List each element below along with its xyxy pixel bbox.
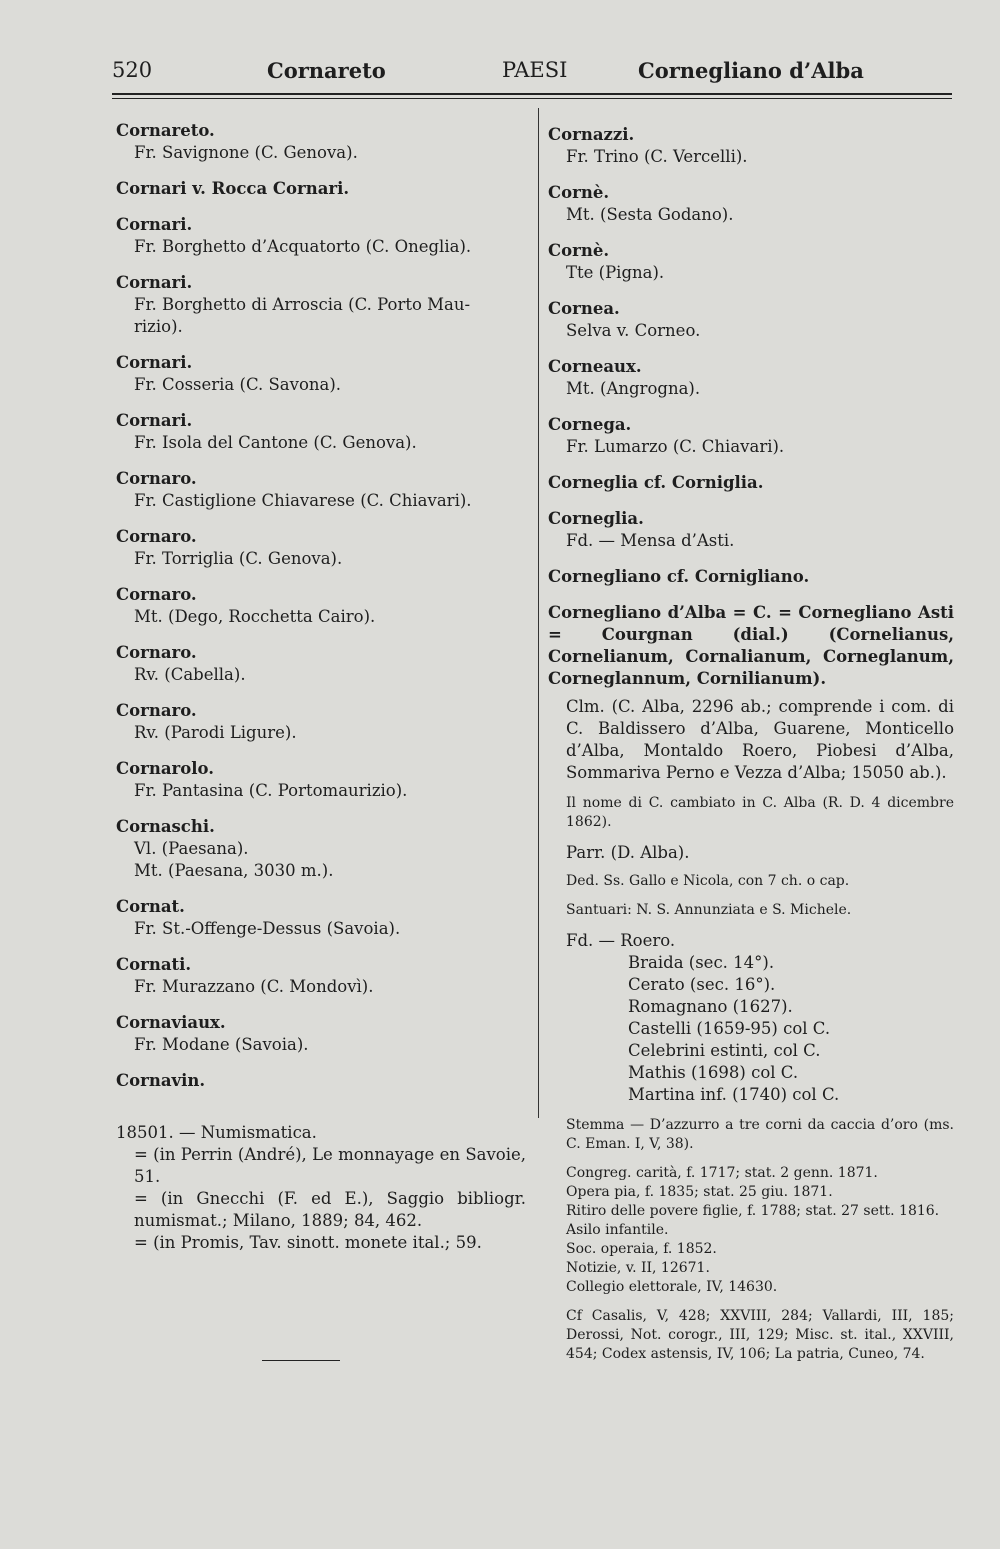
entry-line: Mt. (Dego, Rocchetta Cairo). xyxy=(134,607,376,626)
entry-line: Fr. Borghetto d’Acquatorto (C. Oneglia). xyxy=(134,237,472,256)
fd-list xyxy=(548,952,954,1106)
gazetteer-entry xyxy=(116,700,526,744)
right-column xyxy=(548,124,954,1378)
main-entry-note: Il nome di C. cambiato in C. Alba (R. D. 4 dicembre 1862). xyxy=(566,795,954,830)
fd-line: Mathis (1698) col C. xyxy=(628,1063,799,1082)
institution-line: Ritiro delle povere figlie, f. 1788; stat. 27 sett. 1816. xyxy=(566,1203,940,1219)
gazetteer-entry xyxy=(116,214,526,258)
header-rule-thin xyxy=(112,98,952,99)
gazetteer-entry xyxy=(548,298,954,342)
gazetteer-entry xyxy=(116,352,526,396)
entry-line: Vl. (Paesana). xyxy=(134,839,249,858)
entry-line: Fr. Pantasina (C. Portomaurizio). xyxy=(134,781,408,800)
entry-headword: Corneaux. xyxy=(548,357,642,376)
entry-line: Rv. (Cabella). xyxy=(134,665,246,684)
entry-headword: Cornari. xyxy=(116,411,193,430)
entry-line: Fr. Cosseria (C. Savona). xyxy=(134,375,342,394)
numismatica-ref: = (in Promis, Tav. sinott. monete ital.; 59. xyxy=(134,1233,482,1252)
numismatica-ref: = (in Gnecchi (F. ed E.), Saggio bibliogr. numismat.; Milano, 1889; 84, 462. xyxy=(134,1189,526,1230)
institution-line: Opera pia, f. 1835; stat. 25 giu. 1871. xyxy=(566,1184,833,1200)
entry-line: Fr. Trino (C. Vercelli). xyxy=(566,147,748,166)
left-entry-list xyxy=(116,120,526,1092)
main-entry-clm: Clm. (C. Alba, 2296 ab.; comprende i com. di C. Baldissero d’Alba, Guarene, Monticello d’Alba, Montaldo Roero, Piobesi d’Alba, Sommariva Perno e Vezza d’Alba; 15050 ab.). xyxy=(566,697,954,782)
gazetteer-entry xyxy=(548,566,954,588)
gazetteer-entry xyxy=(116,120,526,164)
gazetteer-entry xyxy=(548,182,954,226)
institution-list xyxy=(548,1164,954,1297)
entry-line: Fr. Torriglia (C. Genova). xyxy=(134,549,343,568)
entry-headword: Cornegliano cf. Cornigliano. xyxy=(548,567,810,586)
entry-headword: Cornavin. xyxy=(116,1071,206,1090)
gazetteer-entry xyxy=(548,124,954,168)
main-entry-stemma: Stemma — D’azzurro a tre corni da caccia d’oro (ms. C. Eman. I, V, 38). xyxy=(566,1117,954,1152)
entry-headword: Cornaro. xyxy=(116,469,197,488)
fd-line: Braida (sec. 14°). xyxy=(628,953,775,972)
main-entry-head: Cornegliano d’Alba = C. = Cornegliano Asti = Courgnan (dial.) (Cornelianus, Cornelianum, Cornalianum, Corneglanum, Corneglannum, Cornilianum). xyxy=(548,603,954,688)
header-rule-thick xyxy=(112,93,952,95)
left-column xyxy=(116,120,526,1254)
entry-line: Fr. St.-Offenge-Dessus (Savoia). xyxy=(134,919,401,938)
gazetteer-entry xyxy=(116,1012,526,1056)
entry-line: Fd. — Mensa d’Asti. xyxy=(566,531,735,550)
gazetteer-entry xyxy=(116,526,526,570)
entry-headword: Cornaro. xyxy=(116,643,197,662)
entry-headword: Cornaro. xyxy=(116,701,197,720)
page-number: 520 xyxy=(112,58,153,82)
main-entry-fd: Fd. — Roero. xyxy=(566,931,676,950)
gazetteer-entry xyxy=(548,240,954,284)
fd-line: Castelli (1659-95) col C. xyxy=(628,1019,831,1038)
entry-line: Fr. Savignone (C. Genova). xyxy=(134,143,358,162)
gazetteer-entry xyxy=(116,896,526,940)
entry-headword: Cornari. xyxy=(116,353,193,372)
entry-headword: Cornega. xyxy=(548,415,632,434)
entry-line: Fr. Castiglione Chiavarese (C. Chiavari). xyxy=(134,491,472,510)
fd-line: Celebrini estinti, col C. xyxy=(628,1041,821,1060)
gazetteer-entry xyxy=(116,178,526,200)
entry-headword: Cornaschi. xyxy=(116,817,215,836)
entry-headword: Cornè. xyxy=(548,183,610,202)
numismatica-block xyxy=(116,1122,526,1254)
column-divider xyxy=(538,108,539,1118)
page-header xyxy=(112,58,952,92)
main-entry-ded: Ded. Ss. Gallo e Nicola, con 7 ch. o cap. xyxy=(566,873,850,889)
institution-line: Notizie, v. II, 12671. xyxy=(566,1260,710,1276)
gazetteer-entry xyxy=(548,356,954,400)
main-entry-santuari: Santuari: N. S. Annunziata e S. Michele. xyxy=(566,902,852,918)
numismatica-ref: = (in Perrin (André), Le monnayage en Savoie, 51. xyxy=(134,1145,526,1186)
numismatica-title: 18501. — Numismatica. xyxy=(116,1123,317,1142)
gazetteer-entry xyxy=(116,468,526,512)
entry-line: Tte (Pigna). xyxy=(566,263,665,282)
entry-headword: Cornaro. xyxy=(116,585,197,604)
fd-line: Cerato (sec. 16°). xyxy=(628,975,776,994)
left-running-head: Cornareto xyxy=(267,58,386,83)
entry-line: Mt. (Angrogna). xyxy=(566,379,701,398)
gazetteer-entry xyxy=(116,954,526,998)
right-running-head: Cornegliano d’Alba xyxy=(638,58,864,83)
entry-line: Mt. (Sesta Godano). xyxy=(566,205,734,224)
entry-headword: Cornea. xyxy=(548,299,620,318)
institution-line: Congreg. carità, f. 1717; stat. 2 genn. 1871. xyxy=(566,1165,878,1181)
entry-headword: Cornari v. Rocca Cornari. xyxy=(116,179,350,198)
institution-line: Asilo infantile. xyxy=(566,1222,669,1238)
gazetteer-entry xyxy=(116,816,526,882)
entry-headword: Cornari. xyxy=(116,215,193,234)
entry-headword: Cornazzi. xyxy=(548,125,635,144)
entry-headword: Cornaviaux. xyxy=(116,1013,226,1032)
section-title: PAESI xyxy=(502,58,568,82)
gazetteer-entry xyxy=(548,414,954,458)
entry-line: Mt. (Paesana, 3030 m.). xyxy=(134,861,334,880)
entry-headword: Cornaro. xyxy=(116,527,197,546)
right-entry-list xyxy=(548,124,954,588)
main-entry-parr: Parr. (D. Alba). xyxy=(566,843,690,862)
entry-line: Selva v. Corneo. xyxy=(566,321,701,340)
entry-headword: Corneglia cf. Corniglia. xyxy=(548,473,764,492)
entry-line: rizio). xyxy=(134,317,183,336)
entry-line: Fr. Isola del Cantone (C. Genova). xyxy=(134,433,417,452)
gazetteer-entry xyxy=(116,272,526,338)
end-rule xyxy=(262,1360,340,1361)
entry-headword: Cornareto. xyxy=(116,121,215,140)
entry-headword: Corneglia. xyxy=(548,509,644,528)
gazetteer-entry xyxy=(116,584,526,628)
gazetteer-entry xyxy=(116,410,526,454)
gazetteer-entry xyxy=(116,642,526,686)
gazetteer-entry xyxy=(116,758,526,802)
entry-headword: Cornari. xyxy=(116,273,193,292)
main-entry-refs: Cf Casalis, V, 428; XXVIII, 284; Vallardi, III, 185; Derossi, Not. corogr., III, 129; Misc. st. ital., XXVIII, 454; Codex astensis, IV, 106; La patria, Cuneo, 74. xyxy=(566,1308,954,1362)
institution-line: Collegio elettorale, IV, 14630. xyxy=(566,1279,778,1295)
entry-line: Rv. (Parodi Ligure). xyxy=(134,723,297,742)
entry-headword: Cornè. xyxy=(548,241,610,260)
entry-line: Fr. Borghetto di Arroscia (C. Porto Mau- xyxy=(134,295,471,314)
entry-line: Fr. Murazzano (C. Mondovì). xyxy=(134,977,374,996)
fd-line: Martina inf. (1740) col C. xyxy=(628,1085,840,1104)
entry-headword: Cornarolo. xyxy=(116,759,214,778)
main-entry xyxy=(548,602,954,1364)
institution-line: Soc. operaia, f. 1852. xyxy=(566,1241,717,1257)
entry-line: Fr. Modane (Savoia). xyxy=(134,1035,309,1054)
entry-headword: Cornat. xyxy=(116,897,185,916)
fd-line: Romagnano (1627). xyxy=(628,997,793,1016)
gazetteer-entry xyxy=(116,1070,526,1092)
entry-line: Fr. Lumarzo (C. Chiavari). xyxy=(566,437,785,456)
entry-headword: Cornati. xyxy=(116,955,192,974)
gazetteer-entry xyxy=(548,508,954,552)
gazetteer-entry xyxy=(548,472,954,494)
